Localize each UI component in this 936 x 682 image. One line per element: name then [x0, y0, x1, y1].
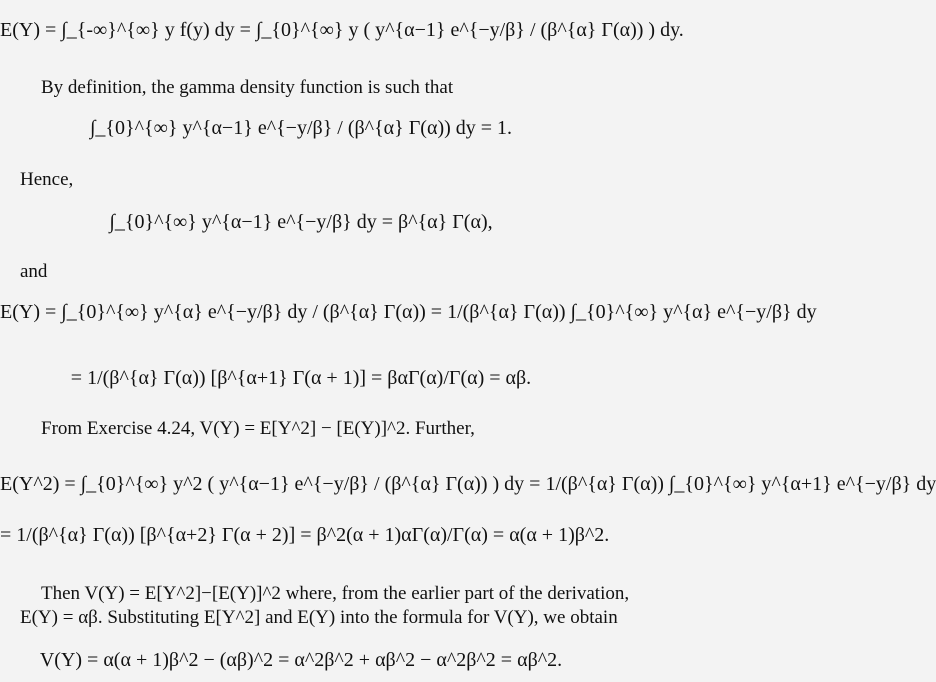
equation-expected-value-step-1: E(Y) = ∫_{0}^{∞} y^{α} e^{−y/β} dy / (β^{α} Γ(α)) = 1/(β^{α} Γ(α)) ∫_{0}^{∞} y^{α} e^{−y/β} dy	[0, 301, 817, 323]
text-variance-relation: From Exercise 4.24, V(Y) = E[Y^2] − [E(Y)]^2. Further,	[41, 418, 475, 439]
equation-variance-result: V(Y) = α(α + 1)β^2 − (αβ)^2 = α^2β^2 + αβ^2 − α^2β^2 = αβ^2.	[39, 649, 563, 671]
text-variance-conclusion-line-2: E(Y) = αβ. Substituting E[Y^2] and E(Y) into the formula for V(Y), we obtain	[20, 607, 618, 628]
equation-second-moment-step-2: = 1/(β^{α} Γ(α)) [β^{α+2} Γ(α + 2)] = β^2(α + 1)αΓ(α)/Γ(α) = α(α + 1)β^2.	[0, 524, 610, 546]
equation-density-integral-one: ∫_{0}^{∞} y^{α−1} e^{−y/β} / (β^{α} Γ(α)) dy = 1.	[89, 117, 513, 139]
text-and: and	[20, 261, 48, 282]
equation-second-moment-step-1: E(Y^2) = ∫_{0}^{∞} y^2 ( y^{α−1} e^{−y/β} / (β^{α} Γ(α)) ) dy = 1/(β^{α} Γ(α)) ∫_{0}^{∞} y^{α+1} e^{−y/β} dy	[0, 473, 936, 495]
equation-expected-value-step-2: = 1/(β^{α} Γ(α)) [β^{α+1} Γ(α + 1)] = βαΓ(α)/Γ(α) = αβ.	[70, 367, 532, 389]
text-hence: Hence,	[20, 169, 74, 190]
text-gamma-definition: By definition, the gamma density function is such that	[41, 77, 454, 98]
equation-expected-value-definition: E(Y) = ∫_{-∞}^{∞} y f(y) dy = ∫_{0}^{∞} y ( y^{α−1} e^{−y/β} / (β^{α} Γ(α)) ) dy.	[0, 19, 684, 41]
text-variance-conclusion-line-1: Then V(Y) = E[Y^2]−[E(Y)]^2 where, from the earlier part of the derivation,	[41, 583, 630, 604]
equation-kernel-integral: ∫_{0}^{∞} y^{α−1} e^{−y/β} dy = β^{α} Γ(α),	[109, 211, 493, 233]
